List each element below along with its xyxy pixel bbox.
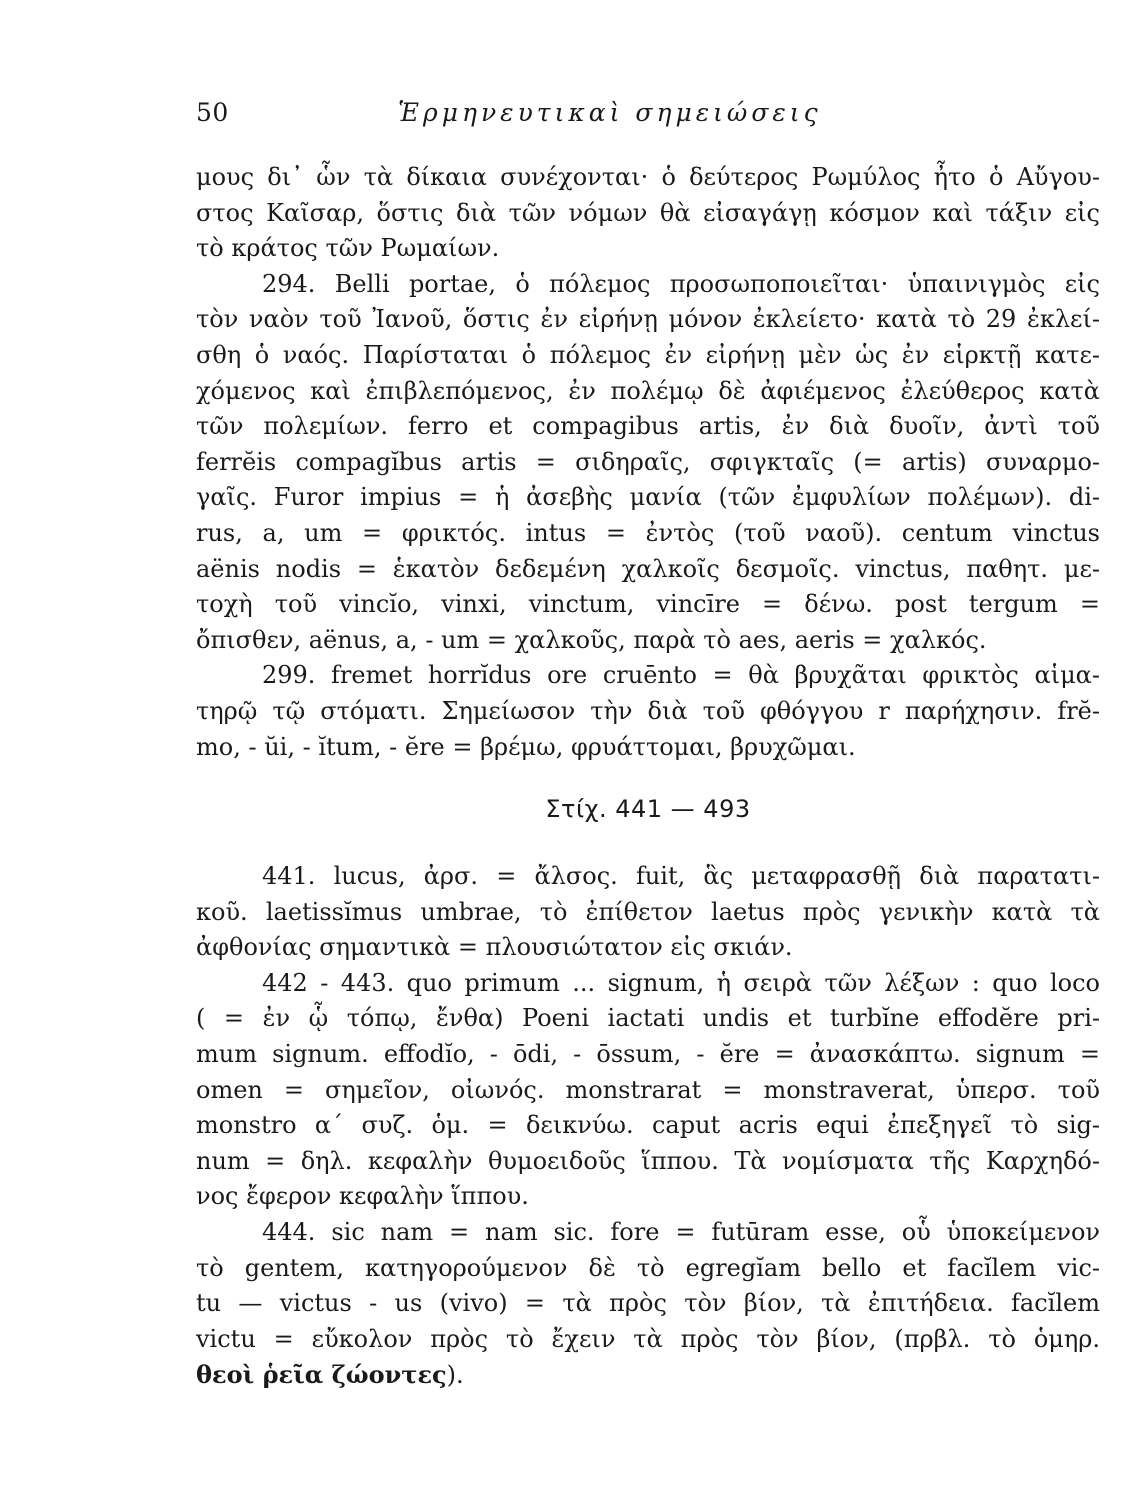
text-line: 442 - 443. quo primum ... signum, ἡ σειρὰ τῶν λέξων : quo loco [262,968,1100,997]
text-line: mo, - ŭi, - ĭtum, - ĕre = βρέμω, φρυάττομαι, βρυχῶμαι. [196,732,856,761]
text-line: ferrĕis compagĭbus artis = σιδηραῖς, σφιγκταῖς (= artis) συναρμο- [196,447,1100,476]
text-line: ( = ἐν ᾧ τόπῳ, ἔνθα) Poeni iactati undis et turbĭne effodĕre pri- [196,1004,1100,1033]
text-line: num = δηλ. κεφαλὴν θυμοειδοῦς ἵππου. Τὰ νομίσματα τῆς Καρχηδό- [196,1146,1100,1175]
text-line: omen = σημεῖον, οἰωνός. monstrarat = monstraverat, ὑπερσ. τοῦ [196,1075,1100,1104]
text-line: κοῦ. laetissĭmus umbrae, τὸ ἐπίθετον laetus πρὸς γενικὴν κατὰ τὰ [196,897,1100,926]
text-line: victu = εὔκολον πρὸς τὸ ἔχειν τὰ πρὸς τὸν βίον, (πρβλ. τὸ ὁμηρ. [196,1324,1100,1353]
text-line: 444. sic nam = nam sic. fore = futūram esse, οὗ ὑποκείμενον [262,1218,1100,1247]
text-line: 441. lucus, ἀρσ. = ἄλσος. fuit, ἃς μεταφρασθῇ διὰ παρατατι- [262,862,1100,891]
paragraph [196,160,1100,267]
text-line: mum signum. effodĭo, - ōdi, - ōssum, - ĕre = ἀνασκάπτω. signum = [196,1040,1100,1069]
text-line: 299. fremet horrĭdus ore cruēnto = θὰ βρυχᾶται φρικτὸς αἱμα- [262,661,1100,690]
paragraph [196,859,1100,966]
page-number: 50 [196,98,229,127]
text-line: aënis nodis = ἑκατὸν δεδεμένη χαλκοῖς δεσμοῖς. vinctus, παθητ. με- [196,554,1100,583]
text-line: σθη ὁ ναός. Παρίσταται ὁ πόλεμος ἐν εἰρήνῃ μὲν ὡς ἐν εἱρκτῇ κατε- [196,340,1100,369]
text-line [196,1357,1100,1393]
text-line: νος ἔφερον κεφαλὴν ἵππου. [196,1182,529,1211]
body-text [196,160,1100,1393]
paragraph [196,658,1100,765]
text-line: τῶν πολεμίων. ferro et compagibus artis, ἐν διὰ δυοῖν, ἀντὶ τοῦ [196,412,1100,441]
text-line: τὸ κράτος τῶν Ρωμαίων. [196,234,500,263]
text-line: χόμενος καὶ ἐπιβλεπόμενος, ἐν πολέμῳ δὲ ἀφιέμενος ἐλεύθερος κατὰ [196,376,1100,405]
text-line: monstro α΄ συζ. ὁμ. = δεικνύω. caput acris equi ἐπεξηγεῖ τὸ sig- [196,1111,1100,1140]
text-fragment: ). [446,1361,464,1390]
text-line: τοχὴ τοῦ vincĭo, vinxi, vinctum, vincīre = δένω. post tergum = [196,590,1100,619]
text-line: 294. Belli portae, ὁ πόλεμος προσωποποιεῖται· ὑπαινιγμὸς εἰς [262,269,1100,298]
text-line: τηρῷ τῷ στόματι. Σημείωσον τὴν διὰ τοῦ φθόγγου r παρήχησιν. frĕ- [196,696,1100,725]
paragraph [196,966,1100,1215]
paragraph [196,267,1100,659]
paragraph [196,1215,1100,1393]
text-line: γαῖς. Furor impius = ἡ ἀσεβὴς μανία (τῶν ἐμφυλίων πολέμων). di- [196,483,1100,512]
text-line: τὸν ναὸν τοῦ Ἰανοῦ, ὅστις ἐν εἰρήνῃ μόνον ἐκλείετο· κατὰ τὸ 29 ἐκλεί- [196,305,1100,334]
running-head: Ἑρμηνευτικαὶ σημειώσεις [398,98,822,127]
text-line: ὄπισθεν, aënus, a, - um = χαλκοῦς, παρὰ τὸ aes, aeris = χαλκός. [196,625,987,654]
text-line: tu — victus - us (vivo) = τὰ πρὸς τὸν βίον, τὰ ἐπιτήδεια. facĭlem [196,1289,1100,1318]
text-line: ἀφθονίας σημαντικὰ = πλουσιώτατον εἰς σκιάν. [196,933,793,962]
text-line: τὸ gentem, κατηγορούμενον δὲ τὸ egregĭam bello et facĭlem vic- [196,1253,1100,1282]
text-line: στος Καῖσαρ, ὅστις διὰ τῶν νόμων θὰ εἰσαγάγῃ κόσμον καὶ τάξιν εἰς [196,198,1100,227]
text-line: rus, a, um = φρικτός. intus = ἐντὸς (τοῦ ναοῦ). centum vinctus [196,518,1100,547]
homeric-quote: θεοὶ ῥεῖα ζώοντες [196,1360,447,1390]
text-line: μους δι᾽ ὧν τὰ δίκαια συνέχονται· ὁ δεύτερος Ρωμύλος ἦτο ὁ Αὔγου- [196,163,1100,191]
section-heading: Στίχ. 441 — 493 [545,795,751,824]
